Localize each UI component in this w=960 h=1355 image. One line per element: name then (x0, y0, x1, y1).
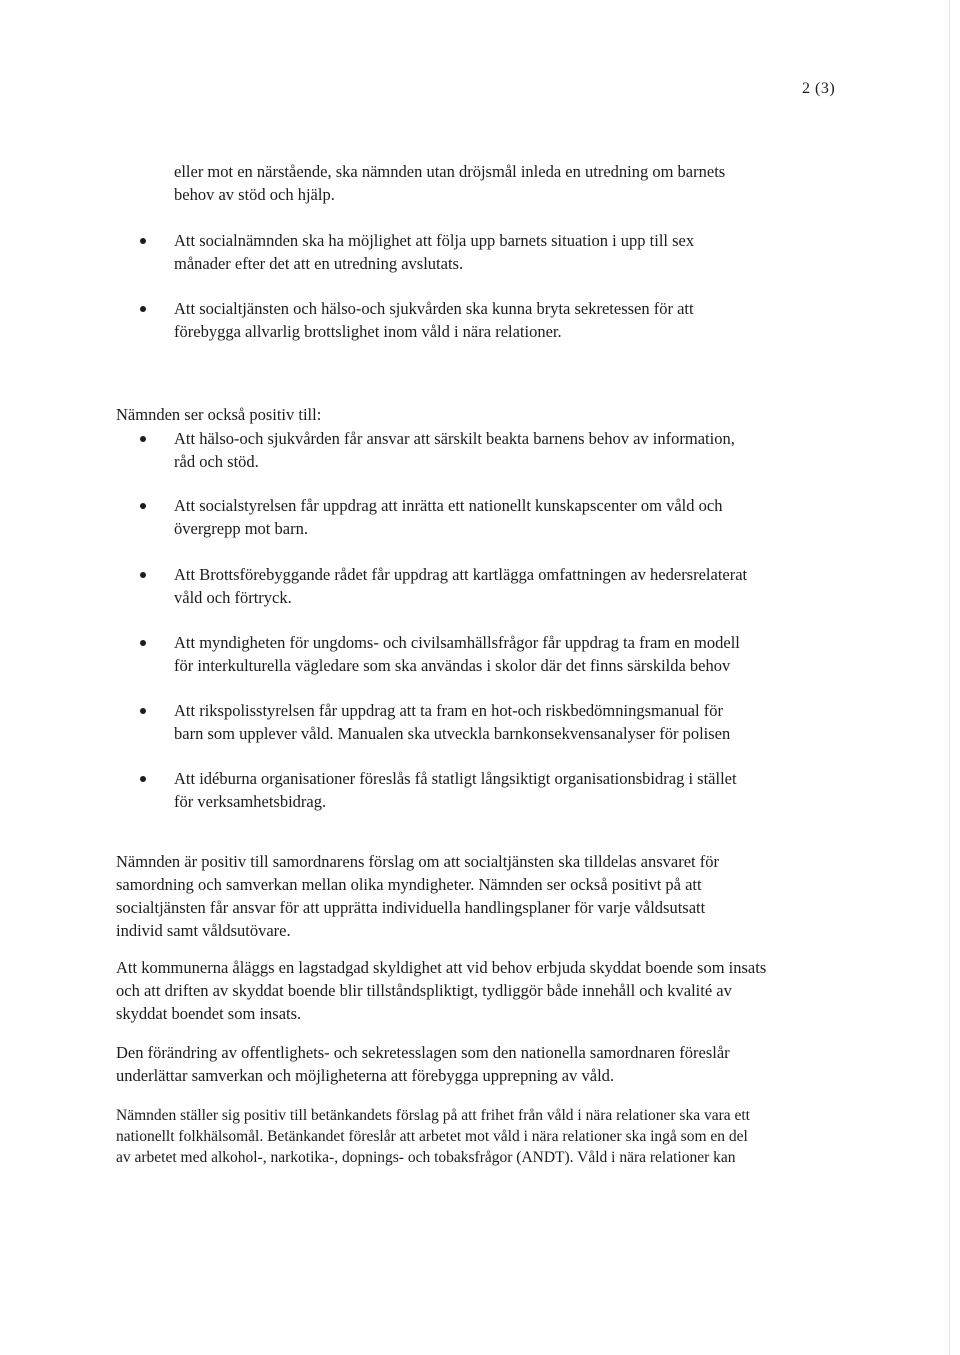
list-item-text: Att hälso-och sjukvården får ansvar att särskilt beakta barnens behov av information, råd och stöd. (174, 429, 735, 471)
list-item-text: Att myndigheten för ungdoms- och civilsamhällsfrågor får uppdrag ta fram en modell för interkulturella vägledare som ska användas i skolor där det finns särskilda behov (174, 633, 740, 675)
body-paragraph: Nämnden är positiv till samordnarens förslag om att socialtjänsten ska tilldelas ansvaret för samordning och samverkan mellan olika myndigheter. Nämnden ser också positivt på att socialtjänsten får ansvar för att upprätta individuella handlingsplaner för varje våldsutsatt individ samt våldsutövare. (116, 852, 720, 940)
bullet-icon (140, 776, 146, 782)
bullet-icon (140, 503, 146, 509)
list-item-text: Att rikspolisstyrelsen får uppdrag att ta fram en hot-och riskbedömningsmanual för barn som upplever våld. Manualen ska utveckla barnkonsekvensanalyser för polisen (174, 701, 731, 743)
continuation-paragraph: eller mot en närstående, ska nämnden utan dröjsmål inleda en utredning om barnets behov av stöd och hjälp. (174, 162, 726, 204)
section-intro: Nämnden ser också positiv till: (116, 405, 322, 424)
page-number: 2 (3) (802, 80, 836, 97)
list-item-text: Att socialstyrelsen får uppdrag att inrätta ett nationellt kunskapscenter om våld och övergrepp mot barn. (174, 496, 723, 538)
page-edge-line (949, 0, 950, 1355)
list-item-text: Att socialtjänsten och hälso-och sjukvården ska kunna bryta sekretessen för att förebygga allvarlig brottslighet inom våld i nära relationer. (174, 299, 694, 341)
bullet-icon (140, 708, 146, 714)
list-item-text: Att Brottsförebyggande rådet får uppdrag att kartlägga omfattningen av hedersrelaterat våld och förtryck. (174, 565, 748, 607)
body-paragraph: Den förändring av offentlighets- och sekretesslagen som den nationella samordnaren föreslår underlättar samverkan och möjligheterna att förebygga upprepning av våld. (116, 1043, 730, 1085)
list-item-text: Att socialnämnden ska ha möjlighet att följa upp barnets situation i upp till sex månader efter det att en utredning avslutats. (174, 231, 695, 273)
bullet-icon (140, 436, 146, 442)
list-item-text: Att idéburna organisationer föreslås få statligt långsiktigt organisationsbidrag i stället för verksamhetsbidrag. (174, 769, 737, 811)
bullet-icon (140, 640, 146, 646)
bullet-icon (140, 238, 146, 244)
bullet-icon (140, 306, 146, 312)
body-paragraph: Nämnden ställer sig positiv till betänkandets förslag på att frihet från våld i nära relationer ska vara ett nationellt folkhälsomål. Betänkandet föreslår att arbetet mot våld i nära relationer ska ingå som en del av arbetet med alkohol-, narkotika-, dopnings- och tobaksfrågor (ANDT). Våld i nära relationer kan (116, 1107, 750, 1166)
body-paragraph: Att kommunerna åläggs en lagstadgad skyldighet att vid behov erbjuda skyddat boende som insats och att driften av skyddat boende blir tillståndspliktigt, tydliggör både innehåll och kvalité av skyddat boendet som insats. (116, 958, 767, 1023)
bullet-icon (140, 572, 146, 578)
